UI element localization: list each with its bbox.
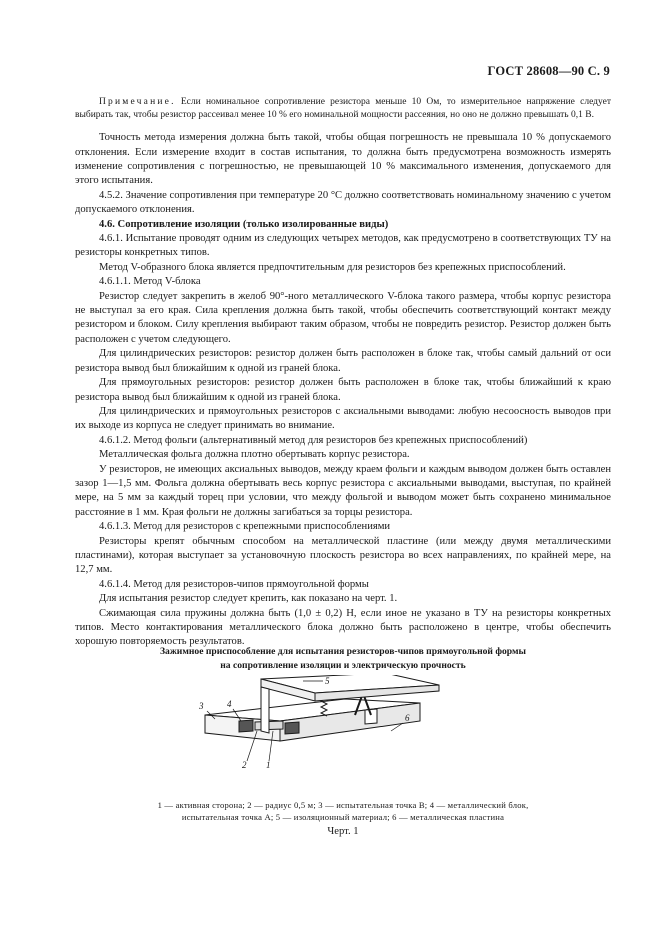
paragraph: Для цилиндрических резисторов: резистор должен быть расположен в блоке так, чтобы самый дальний от оси резистора вывод был ближайшим к одной из граней блока. — [75, 348, 611, 374]
metal-block-left — [239, 720, 253, 732]
pivot-support — [365, 709, 377, 724]
subsection-heading: 4.6.1.2. Метод фольги (альтернативный метод для резисторов без крепежных приспособлений) — [99, 434, 528, 446]
paragraph: Сжимающая сила пружины должна быть (1,0 ± 0,2) Н, если иное не указано в ТУ на резисторы конкретных типов. Место контактирования металлического блока должно быть расположено в центре, чтобы обеспечить хорошую повторяемость результатов. — [75, 607, 611, 648]
clamp-fixture-drawing — [195, 675, 450, 795]
document-body — [75, 96, 611, 650]
paragraph: 4.5.2. Значение сопротивления при температуре 20 °С должно соответствовать номинальному значению с учетом допускаемого отклонения. — [75, 189, 611, 216]
paragraph: Металлическая фольга должна плотно обертывать корпус резистора. — [99, 449, 410, 461]
paragraph: Резистор следует закрепить в желоб 90°-ного металлического V-блока такого размера, чтобы корпус резистора не выступал за его края. Сила крепления должна быть такой, чтобы обеспечить соответствующий контакт между резистором и блоком. Силу крепления выбирают таким образом, чтобы не повредить резистор. Резистор должен быть расположен с учетом следующего. — [75, 290, 611, 345]
subsection-heading: 4.6.1.4. Метод для резисторов-чипов прямоугольной формы — [99, 578, 369, 590]
paragraph: Для цилиндрических и прямоугольных резисторов с аксиальными выводами: любую несоосность выводов при их выходе из корпуса не следует принимать во внимание. — [75, 405, 611, 432]
subsection-heading: 4.6.1.1. Метод V-блока — [99, 276, 201, 288]
figure-caption — [75, 645, 611, 672]
vertical-plate — [261, 687, 269, 733]
figure-caption-line: Зажимное приспособление для испытания резисторов-чипов прямоугольной формы — [159, 646, 527, 657]
figure-legend — [75, 800, 611, 823]
paragraph: Резисторы крепят обычным способом на металлической пластине (или между двумя металлическими пластинами), которая выступает за установочную плоскость резистора во всех направлениях, по крайней мере, на 12,7 мм. — [75, 535, 611, 576]
subsection-heading: 4.6.1.3. Метод для резисторов с крепежными приспособлениями — [99, 521, 391, 533]
paragraph: 4.6.1. Испытание проводят одним из следующих четырех методов, как предусмотрено в соответствующих ТУ на резисторы конкретных типов. — [75, 233, 611, 259]
figure-label: Черт. 1 — [327, 826, 359, 837]
callout-label: 5 — [325, 676, 330, 686]
metal-block-right — [285, 722, 299, 734]
callout-label: 1 — [266, 760, 271, 770]
paragraph: У резисторов, не имеющих аксиальных выводов, между краем фольги и каждым выводом должен быть оставлен зазор 1—1,5 мм. Фольга должна обертывать весь корпус резистора с аксиальными выводами, выступая, по крайней мере, на 5 мм за каждый торец при условии, что между фольгой и выводом может быть сохранено минимальное расстояние в 1 мм. Края фольги не должны загибаться за торцы резистора. — [75, 463, 611, 518]
figure-legend-line: 1 — активная сторона; 2 — радиус 0,5 м; 3 — испытательная точка В; 4 — металлический блок, — [157, 800, 529, 810]
callout-label: 3 — [199, 701, 204, 711]
paragraph: Точность метода измерения должна быть такой, чтобы общая погрешность не превышала 10 % допускаемого отклонения. Если измерение входит в состав испытания, то должна быть предусмотрена возможность измерять изменение сопротивления с погрешностью, не превышающей 10 % максимального изменения, допускаемого для этого испытания. — [75, 132, 611, 187]
note-text: Если номинальное сопротивление резистора меньше 10 Ом, то измерительное напряжение следует выбирать так, чтобы резистор рассеивал менее 10 % его номинальной мощности рассеяния, но оно не должно превышать 0,1 В. — [75, 97, 611, 120]
page-header: ГОСТ 28608—90 С. 9 — [487, 64, 610, 78]
paragraph: Для испытания резистор следует крепить, как показано на черт. 1. — [99, 593, 398, 605]
section-heading: 4.6. Сопротивление изоляции (только изолированные виды) — [99, 218, 389, 230]
note-paragraph — [75, 96, 611, 121]
paragraph: Для прямоугольных резисторов: резистор должен быть расположен в блоке так, чтобы ближайший к краю резистора вывод был ближайшим к одной из граней блока. — [75, 377, 611, 403]
callout-label: 6 — [405, 713, 410, 723]
callout-label: 2 — [242, 760, 247, 770]
figure-legend-line: испытательная точка А; 5 — изоляционный материал; 6 — металлическая пластина — [181, 811, 505, 822]
paragraph: Метод V-образного блока является предпочтительным для резисторов без крепежных приспособлений. — [99, 261, 566, 273]
callout-label: 4 — [227, 699, 232, 709]
note-label: Примечание. — [99, 97, 176, 107]
figure-caption-line: на сопротивление изоляции и электрическую прочность — [220, 659, 466, 671]
